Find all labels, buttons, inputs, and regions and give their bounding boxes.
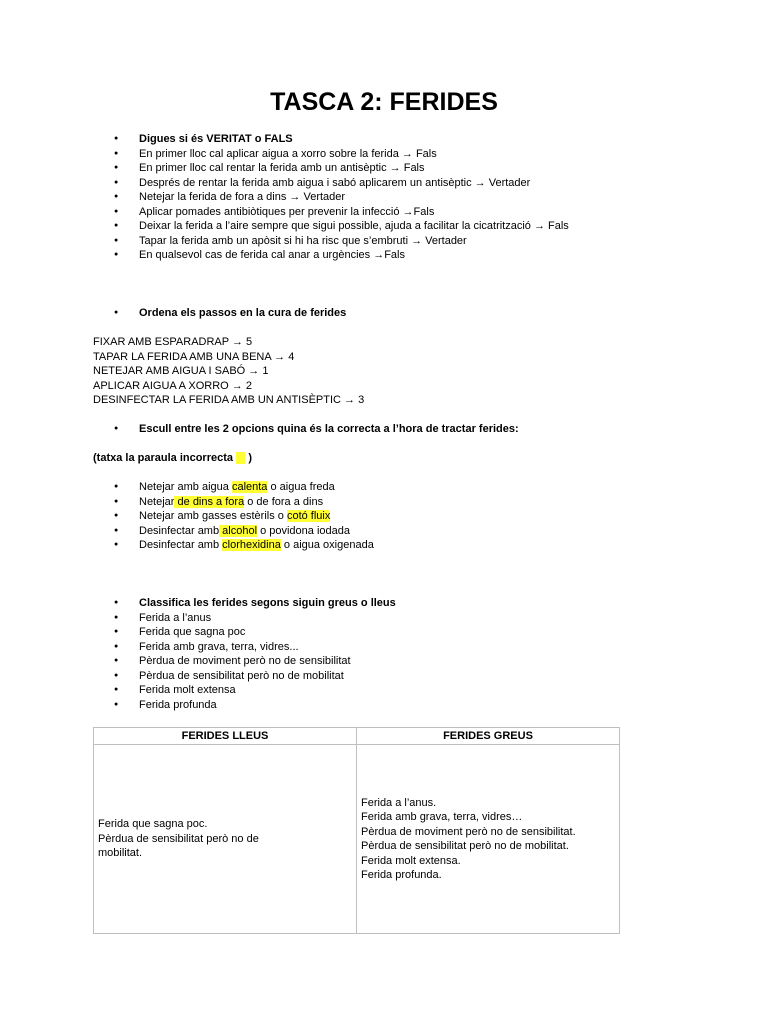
order-heading-list [114,306,346,321]
choice-text: Netejar [139,495,175,508]
section1-heading: ● Digues si és VERITAT o FALS [114,132,569,147]
choice-item [114,480,374,495]
cell-line: Ferida profunda. [361,869,442,881]
choice-text: Netejar amb gasses estèrils o [139,510,287,522]
step-line: DESINFECTAR LA FERIDA AMB UN ANTISÈPTIC → 3 [93,394,365,406]
strike-note [93,451,252,466]
cell-lleus [94,745,357,934]
list-item: ● Tapar la ferida amb un apòsit si hi ha risc que s’embruti → Vertader [114,234,569,249]
list-item: ● Després de rentar la ferida amb aigua i sabó aplicarem un antisèptic → Vertader [114,176,569,191]
list-item: ● Deixar la ferida a l’aire sempre que sigui possible, ajuda a facilitar la cicatrització → Fals [114,219,569,234]
list-item: ● Ferida a l’anus [114,611,396,626]
step-line: FIXAR AMB ESPARADRAP → 5 [93,336,253,348]
list-item: ● Netejar la ferida de fora a dins → Vertader [114,190,569,205]
choice-text: Netejar amb aigua [139,481,232,493]
list-item: ● Aplicar pomades antibiòtiques per prevenir la infecció →Fals [114,205,569,220]
cell-line: Ferida amb grava, terra, vidres… [361,811,523,823]
table-header-row [94,728,620,745]
cell-line: Pèrdua de sensibilitat però no de [98,832,259,845]
list-item: ● Pèrdua de moviment però no de sensibilitat [114,654,396,669]
strike-note-text: (tatxa la paraula incorrecta [93,452,234,464]
classify-list [114,596,396,712]
page-title: TASCA 2: FERIDES [270,88,498,116]
strike-note-end: ) [248,452,252,464]
choice-highlight: clorhexidina [222,539,281,551]
order-steps [93,335,364,408]
cell-line: Ferida a l’anus. [361,796,437,809]
true-false-list [114,132,569,263]
list-item: ● En primer lloc cal rentar la ferida amb un antisèptic → Fals [114,161,569,176]
section3-heading: ● Escull entre les 2 opcions quina és la correcta a l’hora de tractar ferides: [114,422,519,437]
section4-heading: ● Classifica les ferides segons siguin greus o lleus [114,596,396,611]
choice-item [114,538,374,553]
choose-heading-list [114,422,519,437]
choice-text: o aigua freda [267,481,335,493]
cell-line: mobilitat. [98,847,143,860]
choice-text: o de fora a dins [244,495,324,508]
choice-item [114,524,374,539]
choice-text: Desinfectar amb [139,539,223,551]
list-item: ● Ferida que sagna poc [114,625,396,640]
choice-item [114,495,374,510]
step-line: NETEJAR AMB AIGUA I SABÓ → 1 [93,365,269,377]
choice-highlight: cotó fluix [286,510,331,522]
highlight-swatch [236,452,245,464]
list-item: ● Pèrdua de sensibilitat però no de mobilitat [114,669,396,684]
cell-line: Pèrdua de sensibilitat però no de mobilitat. [361,840,569,852]
step-line: APLICAR AIGUA A XORRO → 2 [93,379,252,392]
choice-text: o povidona iodada [257,524,350,537]
step-line: TAPAR LA FERIDA AMB UNA BENA → 4 [93,350,295,363]
list-item: ● Ferida molt extensa [114,683,396,698]
choice-text: Desinfectar amb [139,524,220,537]
classification-table [93,727,620,934]
header-greus: FERIDES GREUS [357,728,620,745]
cell-line: Pèrdua de moviment però no de sensibilitat. [361,825,576,838]
list-item: ● En qualsevol cas de ferida cal anar a urgències →Fals [114,248,569,263]
choice-highlight: de dins a fora [174,495,245,508]
list-item: ● Ferida amb grava, terra, vidres... [114,640,396,655]
choice-highlight: alcohol [219,524,258,537]
choice-list [114,480,374,553]
choice-item [114,509,374,524]
list-item: ● En primer lloc cal aplicar aigua a xorro sobre la ferida → Fals [114,147,569,162]
choice-highlight: calenta [231,481,268,493]
cell-greus [357,745,620,934]
cell-line: Ferida molt extensa. [361,854,461,867]
header-lleus: FERIDES LLEUS [94,728,357,745]
list-item: ● Ferida profunda [114,698,396,713]
choice-text: o aigua oxigenada [280,539,374,551]
cell-line: Ferida que sagna poc. [98,818,208,831]
table-row [94,745,620,934]
section2-heading: ● Ordena els passos en la cura de ferides [114,306,346,321]
